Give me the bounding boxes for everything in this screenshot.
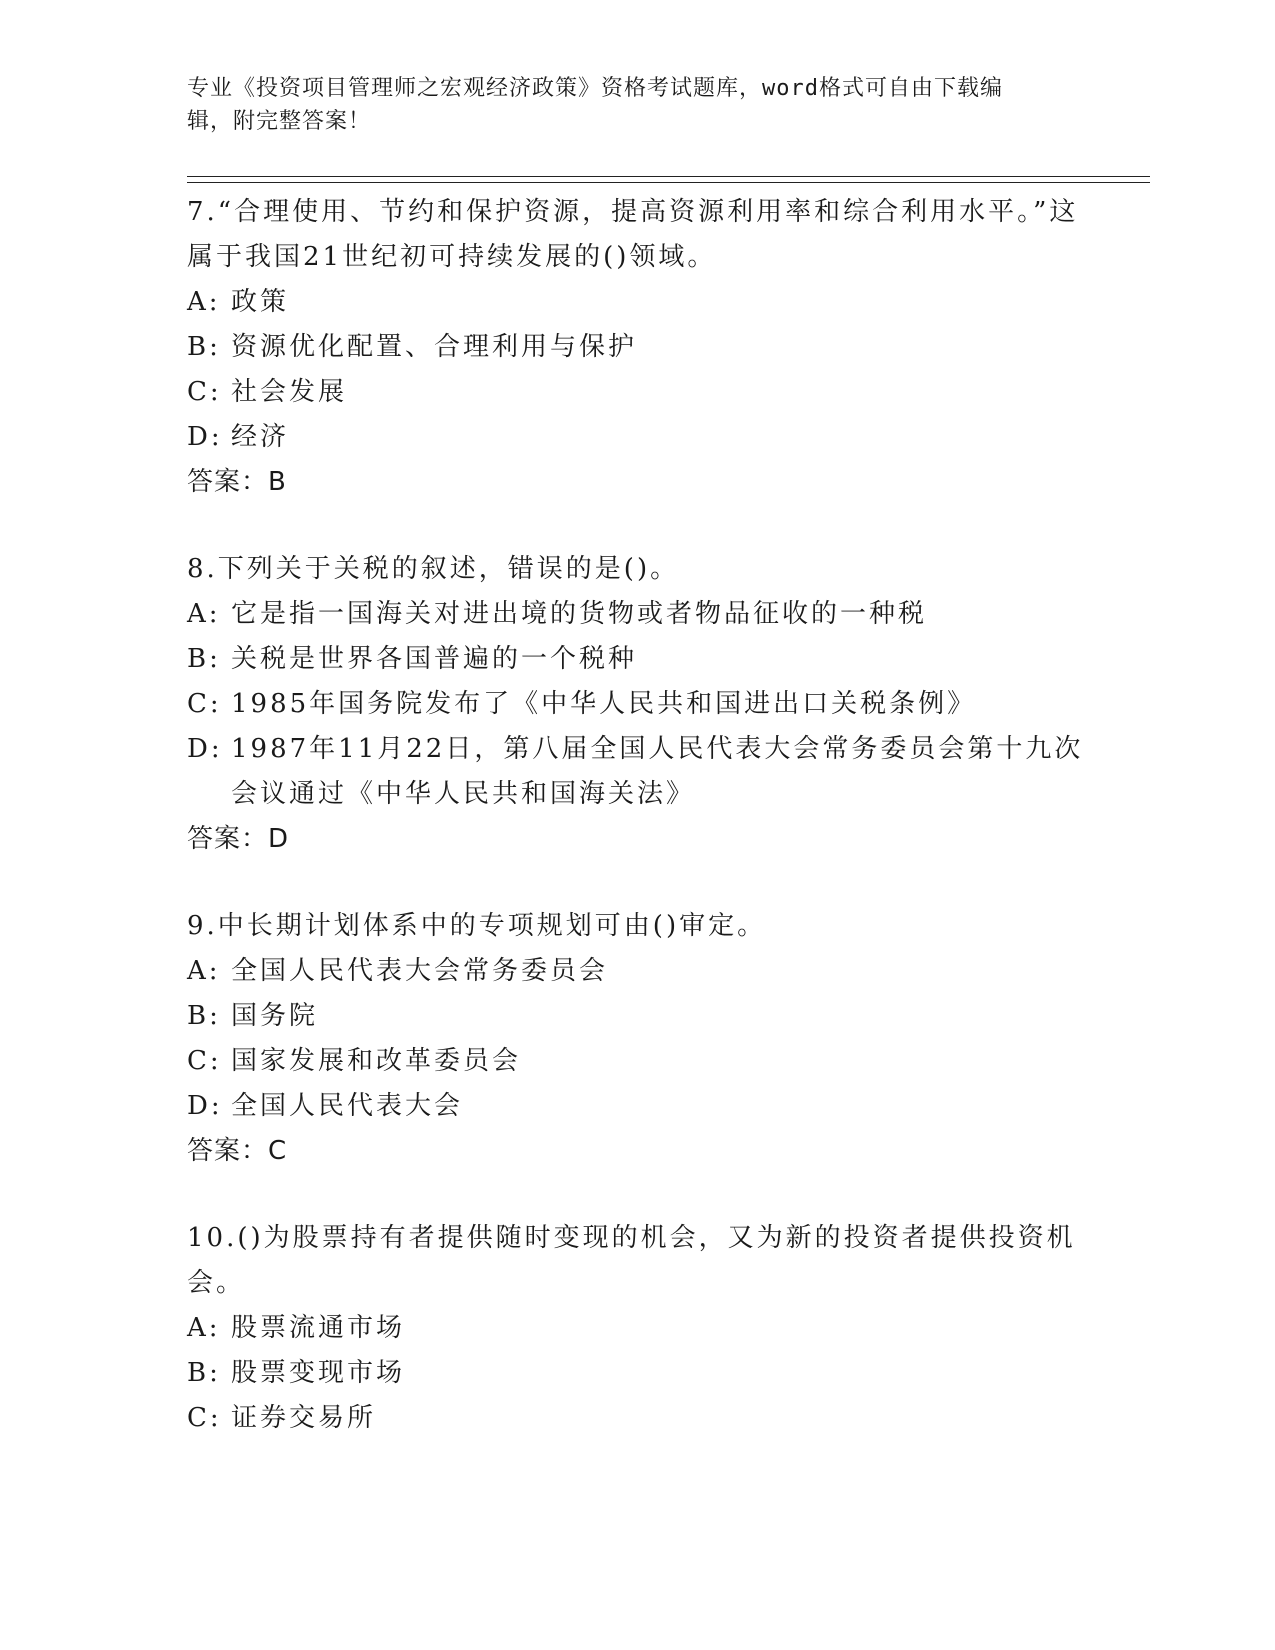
question-text: 9.中长期计划体系中的专项规划可由()审定。 xyxy=(187,911,767,941)
header-divider-top xyxy=(187,176,1150,177)
option-text: 政策 xyxy=(231,287,290,317)
option-letter: A: xyxy=(187,956,221,986)
option-letter: B: xyxy=(187,644,221,674)
question-8 xyxy=(187,547,1087,862)
option-text: 股票流通市场 xyxy=(231,1313,406,1343)
option-letter: B: xyxy=(187,1358,221,1388)
option-text: 经济 xyxy=(231,422,290,452)
option-letter: D: xyxy=(187,1091,223,1121)
question-text: 10.()为股票持有者提供随时变现的机会，又为新的投资者提供投资机会。 xyxy=(187,1223,1076,1298)
option-a xyxy=(187,949,1087,994)
option-text: 关税是世界各国普遍的一个税种 xyxy=(231,644,638,674)
option-d xyxy=(187,1084,1087,1129)
option-letter: A: xyxy=(187,599,221,629)
option-c xyxy=(187,1396,1087,1441)
option-c xyxy=(187,370,1087,415)
option-letter: C: xyxy=(187,1046,222,1076)
option-letter: B: xyxy=(187,1001,221,1031)
option-letter: C: xyxy=(187,377,222,407)
option-c xyxy=(187,682,1087,727)
answer-line: 答案：D xyxy=(187,824,290,854)
option-b xyxy=(187,1351,1087,1396)
question-9 xyxy=(187,904,1087,1174)
option-b xyxy=(187,994,1087,1039)
question-list xyxy=(187,190,1087,1483)
option-b xyxy=(187,637,1087,682)
option-text: 国家发展和改革委员会 xyxy=(231,1046,522,1076)
header-line-1: 专业《投资项目管理师之宏观经济政策》资格考试题库，word格式可自由下载编 xyxy=(187,76,1003,101)
option-letter: D: xyxy=(187,422,223,452)
option-text: 1985年国务院发布了《中华人民共和国进出口关税条例》 xyxy=(231,689,977,719)
header-line-2: 辑，附完整答案！ xyxy=(187,109,372,134)
option-text: 股票变现市场 xyxy=(231,1358,406,1388)
option-d xyxy=(187,727,1087,817)
question-7 xyxy=(187,190,1087,505)
option-text: 全国人民代表大会 xyxy=(231,1091,464,1121)
option-text: 证券交易所 xyxy=(231,1403,377,1433)
option-a xyxy=(187,280,1087,325)
option-text: 资源优化配置、合理利用与保护 xyxy=(231,332,638,362)
answer-line: 答案：B xyxy=(187,467,287,497)
option-letter: A: xyxy=(187,287,221,317)
document-header xyxy=(187,72,1087,138)
option-c xyxy=(187,1039,1087,1084)
option-letter: C: xyxy=(187,689,222,719)
question-text: 7.“合理使用、节约和保护资源，提高资源利用率和综合利用水平。”这属于我国21世纪初可持续发展的()领域。 xyxy=(187,197,1079,272)
option-text: 1987年11月22日，第八届全国人民代表大会常务委员会第十九次会议通过《中华人民共和国海关法》 xyxy=(231,734,1084,809)
option-text: 社会发展 xyxy=(231,377,348,407)
question-text: 8.下列关于关税的叙述，错误的是()。 xyxy=(187,554,680,584)
option-letter: A: xyxy=(187,1313,221,1343)
option-text: 全国人民代表大会常务委员会 xyxy=(231,956,609,986)
answer-line: 答案：C xyxy=(187,1136,288,1166)
option-d xyxy=(187,415,1087,460)
option-b xyxy=(187,325,1087,370)
header-divider-bottom xyxy=(187,182,1150,183)
option-letter: B: xyxy=(187,332,221,362)
option-letter: D: xyxy=(187,734,223,764)
question-10 xyxy=(187,1216,1087,1441)
option-a xyxy=(187,592,1087,637)
option-a xyxy=(187,1306,1087,1351)
option-letter: C: xyxy=(187,1403,222,1433)
option-text: 国务院 xyxy=(231,1001,319,1031)
option-text: 它是指一国海关对进出境的货物或者物品征收的一种税 xyxy=(231,599,928,629)
